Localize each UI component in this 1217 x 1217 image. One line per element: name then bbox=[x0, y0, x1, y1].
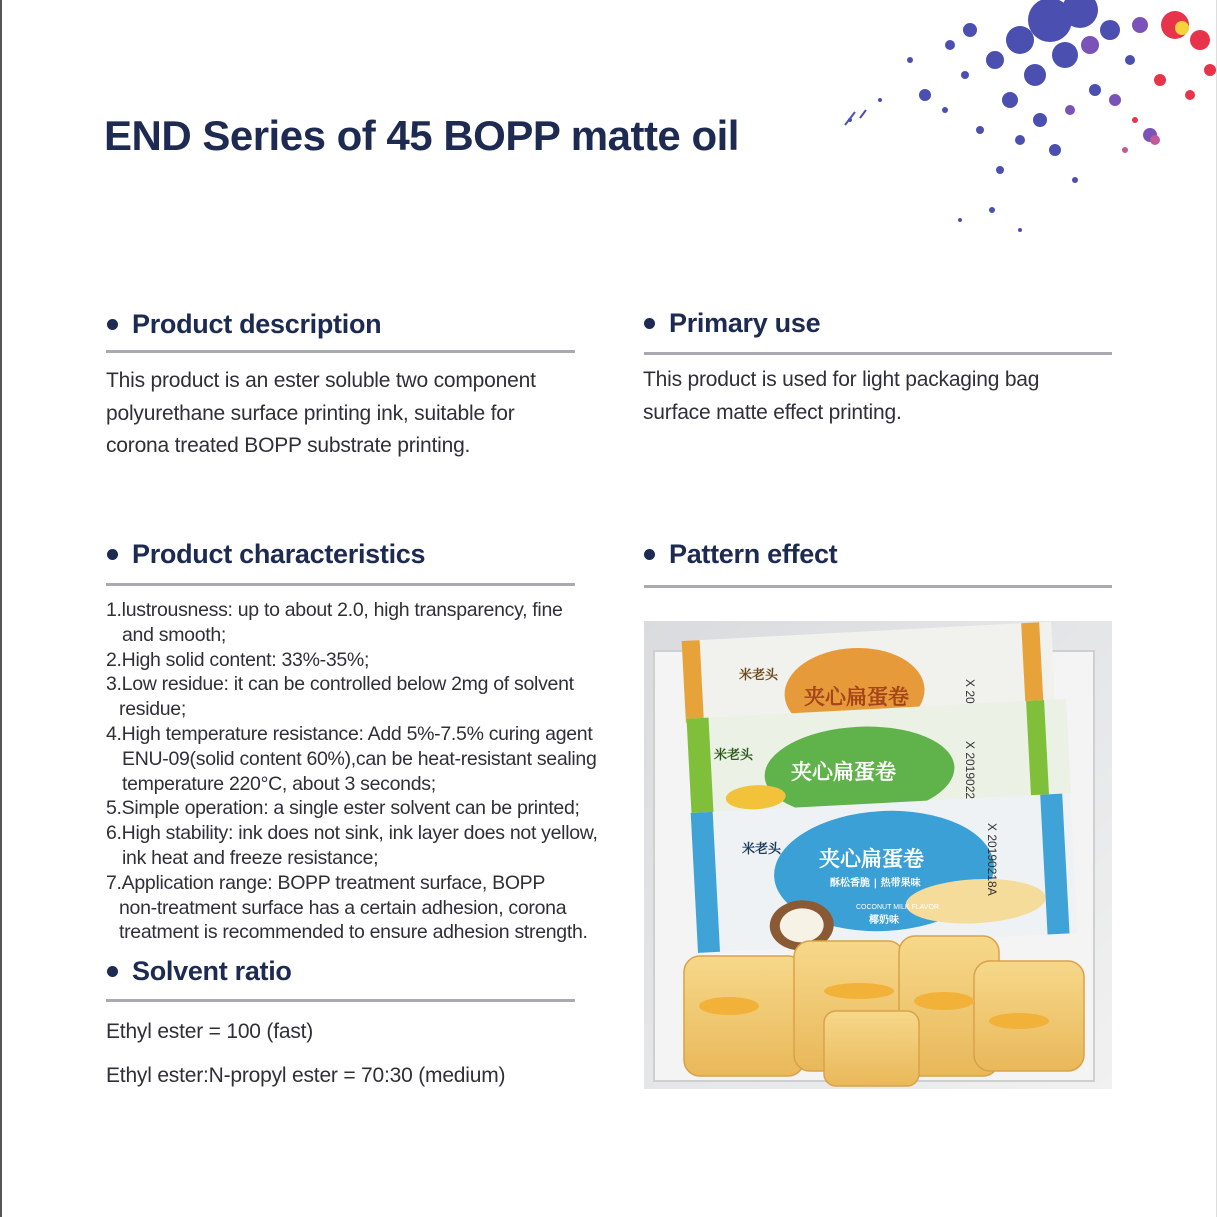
solvent-ratio-heading bbox=[107, 956, 292, 987]
product-description-heading bbox=[107, 309, 381, 340]
pack-2-brand: 米老头 bbox=[714, 748, 754, 763]
product-description-text bbox=[106, 365, 536, 463]
bullet-icon bbox=[644, 549, 655, 560]
pack-3-product-name: 夹心扁蛋卷 bbox=[819, 847, 924, 871]
solvent-ratio-divider bbox=[106, 999, 575, 1002]
characteristic-item-continued: ENU-09(solid content 60%),can be heat-resistant sealing bbox=[122, 747, 597, 770]
characteristic-item: 3.Low residue: it can be controlled below 2mg of solvent bbox=[106, 673, 574, 696]
page-border-left bbox=[0, 0, 2, 1217]
primary-use-line: surface matte effect printing. bbox=[643, 400, 902, 424]
ink-splash-decoration bbox=[720, 0, 1217, 260]
characteristic-item: 2.High solid content: 33%-35%; bbox=[106, 648, 370, 671]
characteristic-item-continued: temperature 220°C, about 3 seconds; bbox=[122, 772, 436, 795]
characteristic-item-continued: non-treatment surface has a certain adhesion, corona bbox=[119, 896, 567, 919]
pack-1-code: X 20 bbox=[963, 679, 977, 704]
characteristic-item-continued: and smooth; bbox=[122, 623, 227, 646]
characteristic-item-continued: residue; bbox=[119, 698, 186, 721]
bullet-icon bbox=[107, 549, 118, 560]
bullet-icon bbox=[644, 318, 655, 329]
product-photo-illustration bbox=[644, 621, 1112, 1089]
characteristic-item: 6.High stability: ink does not sink, ink layer does not yellow, bbox=[106, 822, 598, 845]
solvent-ratio-heading-text: Solvent ratio bbox=[132, 956, 292, 986]
product-description-line: This product is an ester soluble two component bbox=[106, 369, 536, 392]
bullet-icon bbox=[107, 966, 118, 977]
primary-use-line: This product is used for light packaging bag bbox=[643, 368, 1040, 391]
pack-1-product-name: 夹心扁蛋卷 bbox=[804, 685, 909, 709]
characteristic-item-continued: treatment is recommended to ensure adhesion strength. bbox=[119, 921, 588, 944]
pack-2-product-name: 夹心扁蛋卷 bbox=[791, 760, 896, 784]
pattern-effect-divider bbox=[644, 585, 1112, 588]
product-description-line: polyurethane surface printing ink, suitable for bbox=[106, 401, 515, 425]
primary-use-heading bbox=[644, 308, 820, 339]
product-characteristics-divider bbox=[106, 583, 575, 586]
characteristic-item: 7.Application range: BOPP treatment surface, BOPP bbox=[106, 871, 546, 894]
product-photo bbox=[644, 621, 1112, 1089]
pack-3-brand: 米老头 bbox=[742, 842, 782, 857]
characteristic-item-continued: ink heat and freeze resistance; bbox=[122, 846, 379, 869]
pack-3-code: X 20190218A bbox=[985, 823, 999, 896]
pack-2-code: X 2019022 bbox=[963, 741, 977, 800]
pack-1-brand: 米老头 bbox=[739, 668, 779, 683]
primary-use-text bbox=[643, 364, 1039, 429]
primary-use-heading-text: Primary use bbox=[669, 308, 821, 338]
pack-3-flavor-en: COCONUT MILK FLAVOR bbox=[856, 904, 939, 911]
bullet-icon bbox=[107, 319, 118, 330]
product-characteristics-list bbox=[106, 598, 626, 945]
primary-use-divider bbox=[644, 352, 1112, 355]
pattern-effect-heading-text: Pattern effect bbox=[669, 539, 838, 569]
product-description-divider bbox=[106, 350, 575, 353]
product-description-line: corona treated BOPP substrate printing. bbox=[106, 434, 471, 457]
product-characteristics-heading-text: Product characteristics bbox=[132, 539, 426, 569]
solvent-ratio-line: Ethyl ester:N-propyl ester = 70:30 (medium) bbox=[106, 1064, 506, 1087]
characteristic-item: 5.Simple operation: a single ester solvent can be printed; bbox=[106, 797, 580, 820]
solvent-ratio-line: Ethyl ester = 100 (fast) bbox=[106, 1020, 314, 1043]
pattern-effect-heading bbox=[644, 539, 837, 570]
page-title: END Series of 45 BOPP matte oil bbox=[104, 112, 739, 159]
characteristic-item: 1.lustrousness: up to about 2.0, high transparency, fine bbox=[106, 599, 563, 621]
pack-3-tagline: 酥松香脆 | 热带果味 bbox=[830, 878, 921, 889]
product-description-heading-text: Product description bbox=[132, 309, 382, 339]
pack-3-flavor-cn: 椰奶味 bbox=[869, 915, 899, 926]
product-characteristics-heading bbox=[107, 539, 425, 570]
characteristic-item: 4.High temperature resistance: Add 5%-7.5% curing agent bbox=[106, 722, 593, 745]
